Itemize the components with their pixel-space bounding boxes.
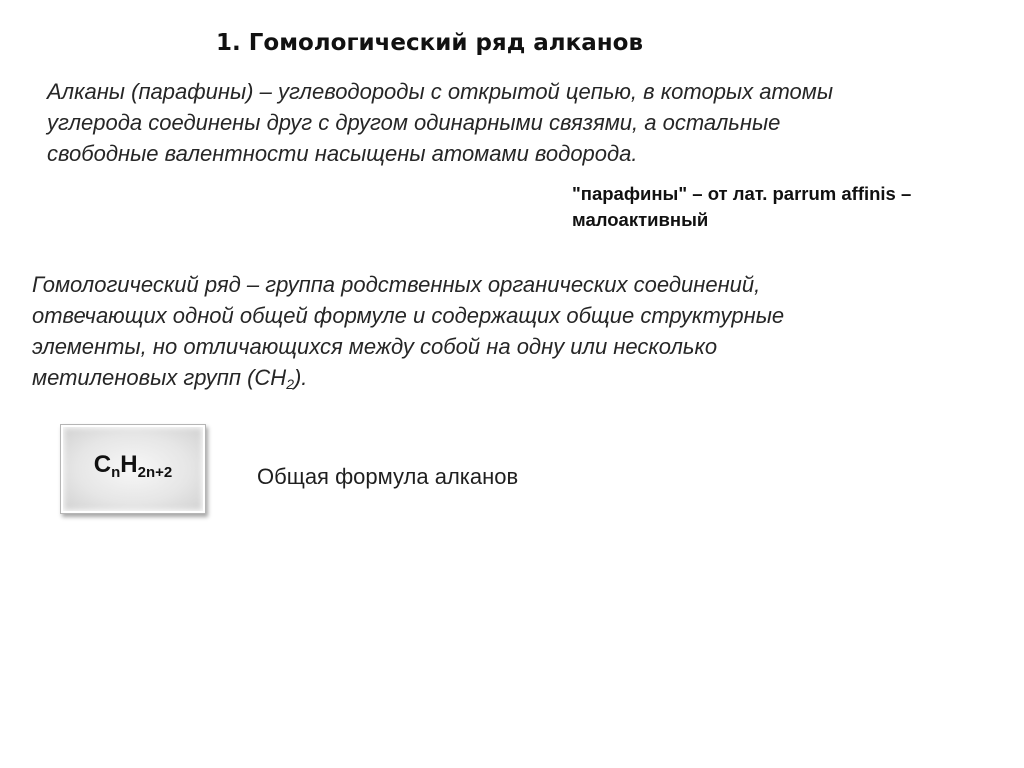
note-line: малоактивный [572,209,709,230]
homolog-line: элементы, но отличающихся между собой на одну или несколько [32,334,718,359]
etymology-note [572,181,911,233]
homologous-series-definition [32,269,992,393]
homolog-last-suffix: ). [293,365,308,390]
formula-carbon: C [93,451,112,478]
homolog-line: отвечающих одной общей формуле и содержащих общие структурные [32,303,785,328]
formula-carbon-subscript: n [111,464,121,481]
definition-line: Алканы (парафины) – углеводороды с открытой цепью, в которых атомы [47,79,834,104]
definition-line: свободные валентности насыщены атомами водорода. [47,141,638,166]
formula-hydrogen: H [120,451,138,478]
homolog-last-prefix: метиленовых групп (CH [32,365,287,390]
homolog-line-last [32,362,992,393]
formula-hydrogen-subscript: 2n+2 [137,464,173,481]
slide-title: 1. Гомологический ряд алканов [216,30,644,56]
general-formula-label: Общая формула алканов [257,464,519,489]
ch2-subscript: 2 [286,376,294,392]
general-formula [94,451,172,479]
definition-line: углерода соединены друг с другом одинарными связями, а остальные [47,110,781,135]
general-formula-box [60,424,206,514]
alkane-definition [47,76,997,169]
homolog-line: Гомологический ряд – группа родственных органических соединений, [32,272,761,297]
note-line: "парафины" – от лат. parrum affinis – [572,183,912,204]
